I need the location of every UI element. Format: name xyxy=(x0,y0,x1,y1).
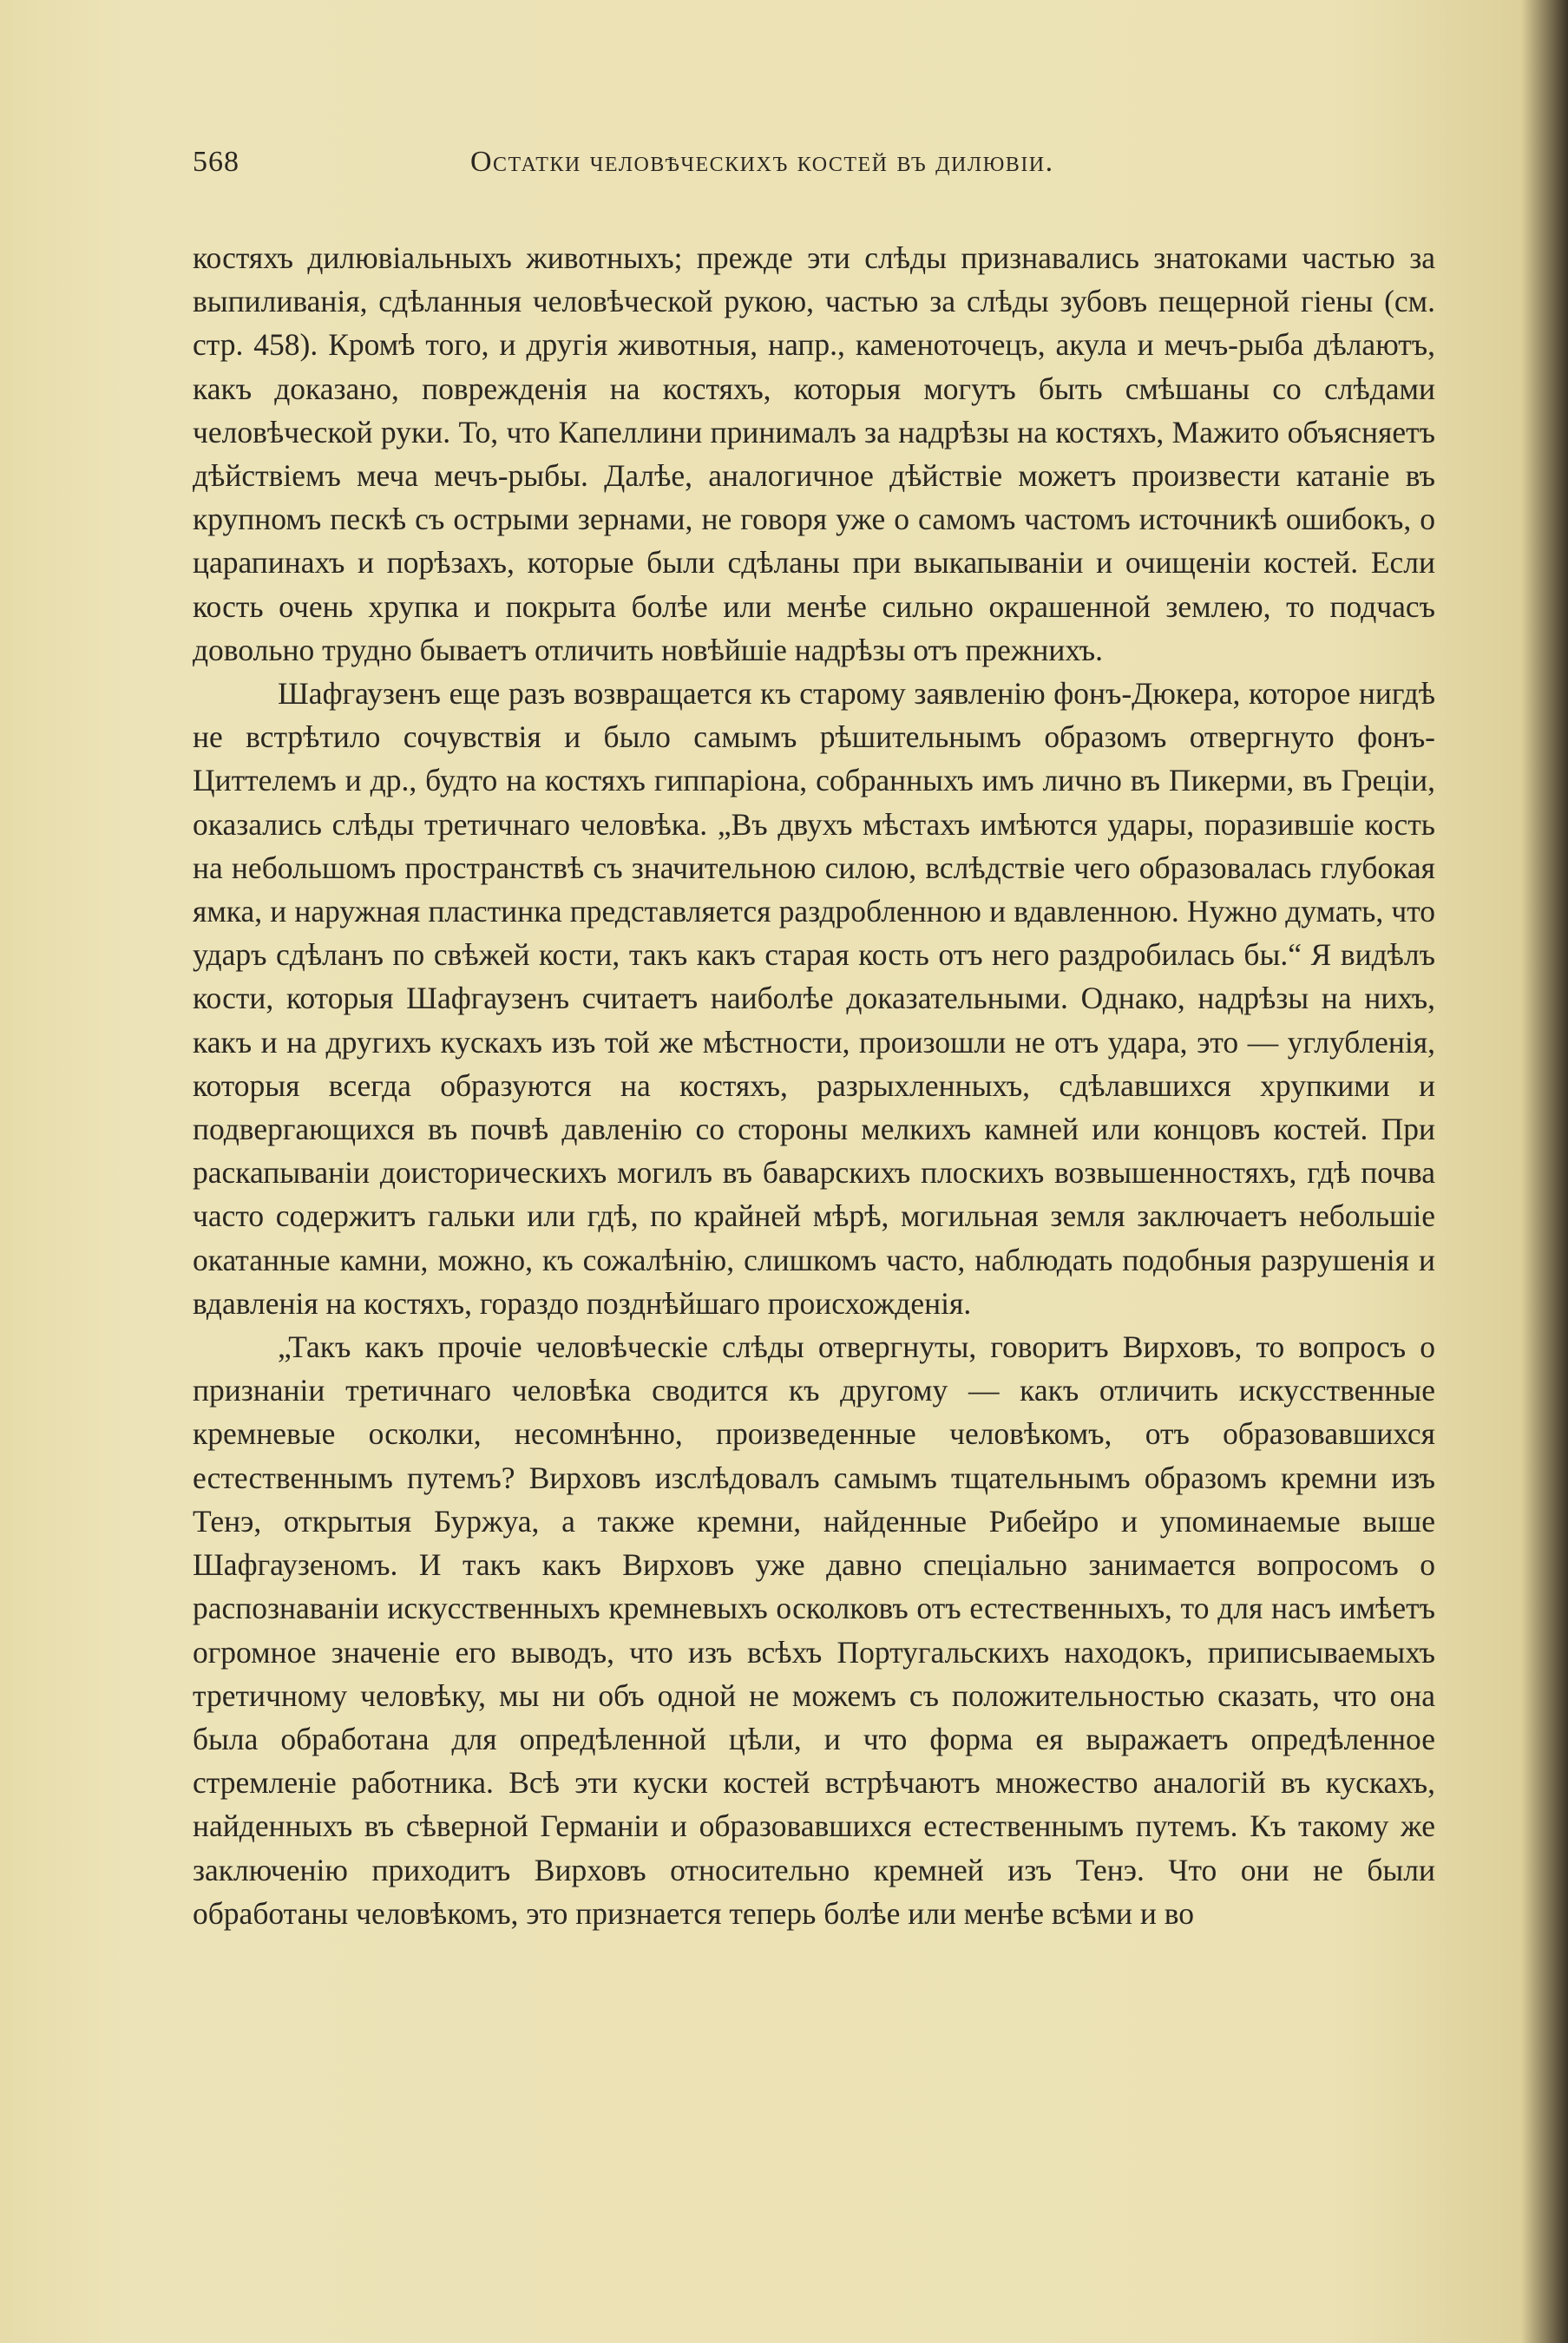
body-text xyxy=(193,236,1435,1935)
page-header xyxy=(193,146,1442,198)
paragraph-1: костяхъ дилювіальныхъ животныхъ; прежде эти слѣды признавались знатоками частью за выпиливанія, сдѣланныя человѣческой рукою, частью за слѣды зубовъ пещерной гіены (см. стр. 458). Кромѣ того, и другія животныя, напр., каменоточецъ, акула и мечъ-рыба дѣлаютъ, какъ доказано, поврежденія на костяхъ, которыя могутъ быть смѣшаны со слѣдами человѣческой руки. То, что Капеллини принималъ за надрѣзы на костяхъ, Мажито объясняетъ дѣйствіемъ меча мечъ-рыбы. Далѣе, аналогичное дѣйствіе можетъ произвести катаніе въ крупномъ пескѣ съ острыми зернами, не говоря уже о самомъ частомъ источникѣ ошибокъ, о царапинахъ и порѣзахъ, которые были сдѣланы при выкапываніи и очищеніи костей. Если кость очень хрупка и покрыта болѣе или менѣе сильно окрашенной землею, то подчасъ довольно трудно бываетъ отличить новѣйшіе надрѣзы отъ прежнихъ. xyxy=(193,240,1435,667)
paragraph-3: „Такъ какъ прочіе человѣческіе слѣды отвергнуты, говоритъ Вирховъ, то вопросъ о признаніи третичнаго человѣка сводится къ другому — какъ отличить искусственные кремневые осколки, несомнѣнно, произведенные человѣкомъ, отъ образовавшихся естественнымъ путемъ? Вирховъ изслѣдовалъ самымъ тщательнымъ образомъ кремни изъ Тенэ, открытыя Буржуа, а также кремни, найденные Рибейро и упоминаемые выше Шафгаузеномъ. И такъ какъ Вирховъ уже давно спеціально занимается вопросомъ о распознаваніи искусственныхъ кремневыхъ осколковъ отъ естественныхъ, то для насъ имѣетъ огромное значеніе его выводъ, что изъ всѣхъ Португальскихъ находокъ, приписываемыхъ третичному человѣку, мы ни объ одной не можемъ съ положительностью сказать, что она была обработана для опредѣленной цѣли, и что форма ея выражаетъ опредѣленное стремленіе работника. Всѣ эти куски костей встрѣчаютъ множество аналогій въ кускахъ, найденныхъ въ сѣверной Германіи и образовавшихся естественнымъ путемъ. Къ такому же заключенію приходитъ Вирховъ относительно кремней изъ Тенэ. Что они не были обработаны человѣкомъ, это признается теперь болѣе или менѣе всѣми и во xyxy=(193,1329,1435,1931)
paragraph-2: Шафгаузенъ еще разъ возвращается къ старому заявленію фонъ-Дюкера, которое нигдѣ не встрѣтило сочувствія и было самымъ рѣшительнымъ образомъ отвергнуто фонъ-Циттелемъ и др., будто на костяхъ гиппаріона, собранныхъ имъ лично въ Пикерми, въ Греціи, оказались слѣды третичнаго человѣка. „Въ двухъ мѣстахъ имѣются удары, поразившіе кость на небольшомъ пространствѣ съ значительною силою, вслѣдствіе чего образовалась глубокая ямка, и наружная пластинка представляется раздробленною и вдавленною. Нужно думать, что ударъ сдѣланъ по свѣжей кости, такъ какъ старая кость отъ него раздробилась бы.“ Я видѣлъ кости, которыя Шафгаузенъ считаетъ наиболѣе доказательными. Однако, надрѣзы на нихъ, какъ и на другихъ кускахъ изъ той же мѣстности, произошли не отъ удара, это — углубленія, которыя всегда образуются на костяхъ, разрыхленныхъ, сдѣлавшихся хрупкими и подвергающихся въ почвѣ давленію со стороны мелкихъ камней или концовъ костей. При раскапываніи доисторическихъ могилъ въ баварскихъ плоскихъ возвышенностяхъ, гдѣ почва часто содержитъ гальки или гдѣ, по крайней мѣрѣ, могильная земля заключаетъ небольшіе окатанные камни, можно, къ сожалѣнію, слишкомъ часто, наблюдать подобныя разрушенія и вдавленія на костяхъ, гораздо позднѣйшаго происхожденія. xyxy=(193,676,1435,1321)
running-title: Остатки человѣческихъ костей въ дилювіи. xyxy=(470,146,1054,178)
page-number: 568 xyxy=(193,146,239,178)
